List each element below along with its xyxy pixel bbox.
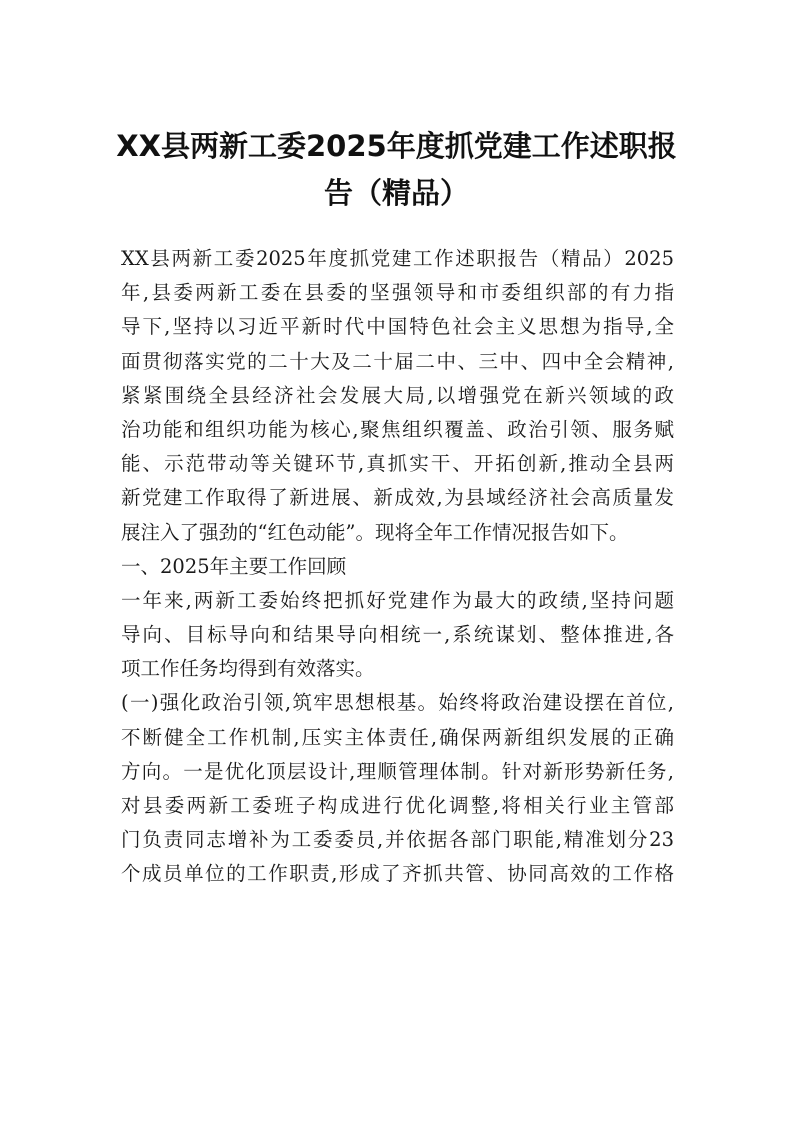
body-line-12: 导向、目标导向和结果导向相统一,系统谋划、整体推进,各 xyxy=(121,623,674,647)
body-line-13: 项工作任务均得到有效落实。 xyxy=(121,657,375,681)
body-line-8: 新党建工作取得了新进展、新成效,为县域经济社会高质量发 xyxy=(121,486,674,510)
body-line-1: XX县两新工委2025年度抓党建工作述职报告（精品）2025 xyxy=(121,247,674,270)
title-line-1: XX县两新工委2025年度抓党建工作述职报 xyxy=(116,129,677,163)
body-line-2: 年,县委两新工委在县委的坚强领导和市委组织部的有力指 xyxy=(121,281,674,305)
body-line-14: (一)强化政治引领,筑牢思想根基。始终将政治建设摆在首位, xyxy=(121,691,674,715)
body-line-6: 治功能和组织功能为核心,聚焦组织覆盖、政治引领、服务赋 xyxy=(121,417,674,441)
body-line-5: 紧紧围绕全县经济社会发展大局,以增强党在新兴领域的政 xyxy=(121,383,674,407)
body-line-15: 不断健全工作机制,压实主体责任,确保两新组织发展的正确 xyxy=(121,725,674,749)
document-title xyxy=(100,123,693,217)
body-line-11: 一年来,两新工委始终把抓好党建作为最大的政绩,坚持问题 xyxy=(121,588,674,612)
document-body xyxy=(121,242,674,892)
body-line-7: 能、示范带动等关键环节,真抓实干、开拓创新,推动全县两 xyxy=(121,452,674,476)
title-line-2: 告（精品） xyxy=(323,176,469,210)
body-line-18: 门负责同志增补为工委委员,并依据各部门职能,精准划分23 xyxy=(121,828,674,852)
body-line-4: 面贯彻落实党的二十大及二十届二中、三中、四中全会精神, xyxy=(121,349,674,373)
body-line-9: 展注入了强劲的“红色动能”。现将全年工作情况报告如下。 xyxy=(121,520,629,544)
body-line-16: 方向。一是优化顶层设计,理顺管理体制。针对新形势新任务, xyxy=(121,759,674,783)
section-heading-1: 一、2025年主要工作回顾 xyxy=(121,554,347,578)
body-line-3: 导下,坚持以习近平新时代中国特色社会主义思想为指导,全 xyxy=(121,315,674,339)
body-line-17: 对县委两新工委班子构成进行优化调整,将相关行业主管部 xyxy=(121,794,674,817)
body-line-19: 个成员单位的工作职责,形成了齐抓共管、协同高效的工作格 xyxy=(121,862,674,886)
